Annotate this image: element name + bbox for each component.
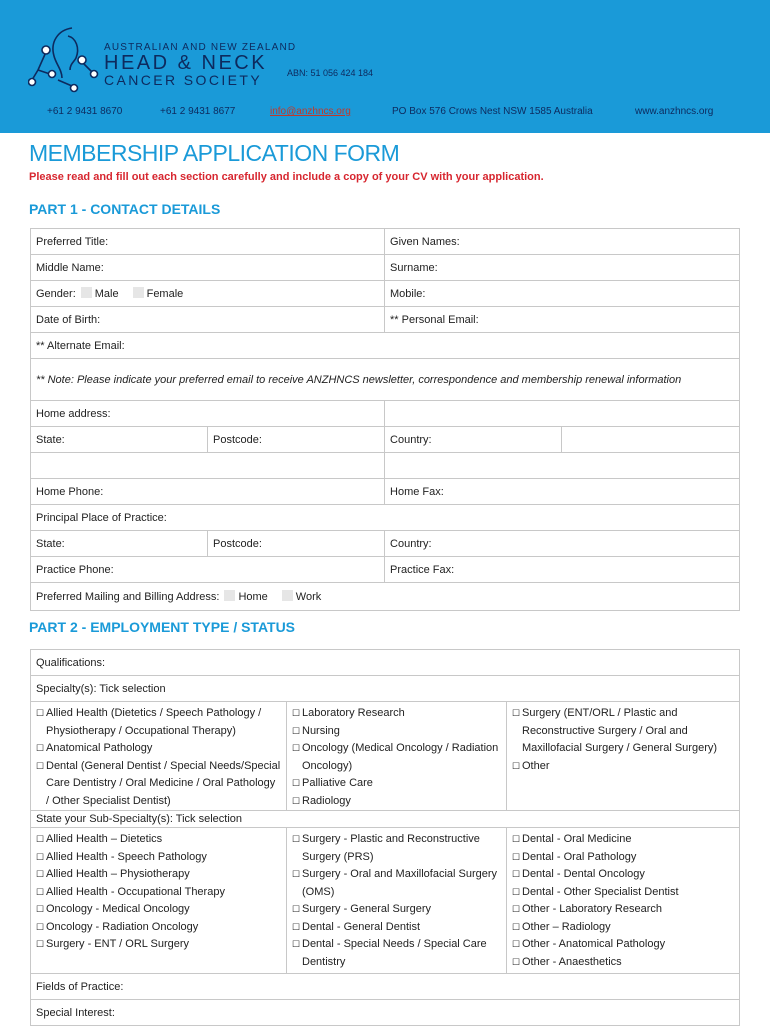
home-address-field[interactable]: Home address: xyxy=(31,401,385,427)
blank-cell[interactable] xyxy=(385,453,740,479)
checkbox-icon[interactable] xyxy=(292,705,302,723)
checkbox-icon[interactable] xyxy=(292,775,302,793)
checkbox-icon[interactable] xyxy=(292,793,302,811)
checkbox-icon[interactable] xyxy=(512,758,522,776)
subspecialty-option[interactable]: ☐ Dental - General Dentist xyxy=(292,919,501,937)
subspecialty-option[interactable]: ☐ Allied Health - Occupational Therapy xyxy=(36,884,281,902)
home-fax-field[interactable]: Home Fax: xyxy=(385,479,740,505)
header-banner xyxy=(0,0,770,133)
subspecialty-option[interactable]: ☐ Dental - Oral Pathology xyxy=(512,849,734,867)
checkbox-icon[interactable] xyxy=(292,901,302,919)
specialty-option[interactable]: ☐ Oncology (Medical Oncology / Radiation Oncology) xyxy=(292,740,501,775)
checkbox-icon[interactable] xyxy=(512,866,522,884)
specialty-option[interactable]: ☐ Laboratory Research xyxy=(292,705,501,723)
specialty-heading: Specialty(s): Tick selection xyxy=(31,676,740,702)
subspecialty-option[interactable]: ☐ Oncology - Medical Oncology xyxy=(36,901,281,919)
abn: ABN: 51 056 424 184 xyxy=(287,68,374,78)
subspecialty-option[interactable]: ☐ Surgery - Plastic and Reconstructive Surgery (PRS) xyxy=(292,831,501,866)
home-phone-field[interactable]: Home Phone: xyxy=(31,479,385,505)
subspecialty-option[interactable]: ☐ Dental - Special Needs / Special Care Dentistry xyxy=(292,936,501,971)
specialty-option[interactable]: ☐ Other xyxy=(512,758,734,776)
society-logo-icon xyxy=(28,22,108,94)
female-checkbox[interactable] xyxy=(133,287,144,298)
checkbox-icon[interactable] xyxy=(292,936,302,971)
personal-email-field[interactable]: ** Personal Email: xyxy=(385,307,740,333)
practice-state-field[interactable]: State: xyxy=(31,531,208,557)
subspecialty-option[interactable]: ☐ Dental - Dental Oncology xyxy=(512,866,734,884)
specialty-col3 xyxy=(507,702,740,811)
checkbox-icon[interactable] xyxy=(36,936,46,954)
subspecialty-col3 xyxy=(507,828,740,974)
practice-postcode-field[interactable]: Postcode: xyxy=(208,531,385,557)
checkbox-icon[interactable] xyxy=(36,740,46,758)
subspecialty-col1 xyxy=(31,828,287,974)
alternate-email-field[interactable]: ** Alternate Email: xyxy=(31,333,740,359)
gender-label: Gender: xyxy=(36,288,76,300)
checkbox-icon[interactable] xyxy=(36,831,46,849)
part1-heading: PART 1 - CONTACT DETAILS xyxy=(29,201,221,217)
subspecialty-option[interactable]: ☐ Surgery - ENT / ORL Surgery xyxy=(36,936,281,954)
subspecialty-option[interactable]: ☐ Dental - Oral Medicine xyxy=(512,831,734,849)
surname-field[interactable]: Surname: xyxy=(385,255,740,281)
email-note: ** Note: Please indicate your preferred email to receive ANZHNCS newsletter, correspondence and membership renewal information xyxy=(31,359,740,401)
specialty-option[interactable]: ☐ Dental (General Dentist / Special Needs/Special Care Dentistry / Oral Medicine / Oral Pathology / Other Specialist Dentist) xyxy=(36,758,281,811)
email-link[interactable]: info@anzhncs.org xyxy=(270,106,351,117)
mailing-label: Preferred Mailing and Billing Address: xyxy=(36,591,220,603)
subspecialty-option[interactable]: ☐ Allied Health – Physiotherapy xyxy=(36,866,281,884)
fields-of-practice-field[interactable]: Fields of Practice: xyxy=(31,974,740,1000)
checkbox-icon[interactable] xyxy=(512,901,522,919)
specialty-col1 xyxy=(31,702,287,811)
specialty-option[interactable]: ☐ Allied Health (Dietetics / Speech Pathology / Physiotherapy / Occupational Therapy) xyxy=(36,705,281,740)
qualifications-field[interactable]: Qualifications: xyxy=(31,650,740,676)
checkbox-icon[interactable] xyxy=(292,919,302,937)
checkbox-icon[interactable] xyxy=(512,884,522,902)
contact-details-table xyxy=(30,228,740,611)
practice-country-field[interactable]: Country: xyxy=(385,531,740,557)
home-label: Home xyxy=(238,591,268,603)
subspecialty-col2 xyxy=(287,828,507,974)
specialty-option[interactable]: ☐ Surgery (ENT/ORL / Plastic and Reconstructive Surgery / Oral and Maxillofacial Surgery / General Surgery) xyxy=(512,705,734,758)
dob-field[interactable]: Date of Birth: xyxy=(31,307,385,333)
specialty-option[interactable]: ☐ Anatomical Pathology xyxy=(36,740,281,758)
special-interest-field[interactable]: Special Interest: xyxy=(31,1000,740,1026)
checkbox-icon[interactable] xyxy=(512,919,522,937)
work-label: Work xyxy=(295,591,322,603)
checkbox-icon[interactable] xyxy=(512,954,522,972)
checkbox-icon[interactable] xyxy=(292,831,302,866)
specialty-option[interactable]: ☐ Nursing xyxy=(292,723,501,741)
subspecialty-option[interactable]: ☐ Allied Health - Speech Pathology xyxy=(36,849,281,867)
checkbox-icon[interactable] xyxy=(292,866,302,901)
subspecialty-option[interactable]: ☐ Surgery - General Surgery xyxy=(292,901,501,919)
checkbox-icon[interactable] xyxy=(512,849,522,867)
mailing-address-field xyxy=(31,583,740,611)
specialty-option[interactable]: ☐ Radiology xyxy=(292,793,501,811)
org-name-line1: AUSTRALIAN AND NEW ZEALAND xyxy=(104,42,297,53)
checkbox-icon[interactable] xyxy=(36,919,46,937)
subspecialty-option[interactable]: ☐ Other - Anaesthetics xyxy=(512,954,734,972)
country-cell[interactable] xyxy=(562,427,740,453)
postcode-field[interactable]: Postcode: xyxy=(208,427,385,453)
male-checkbox[interactable] xyxy=(81,287,92,298)
postal-address: PO Box 576 Crows Nest NSW 1585 Australia xyxy=(392,106,593,117)
org-name-line2: HEAD & NECK xyxy=(104,52,268,74)
gender-field xyxy=(31,281,385,307)
subspecialty-option[interactable]: ☐ Dental - Other Specialist Dentist xyxy=(512,884,734,902)
checkbox-icon[interactable] xyxy=(512,831,522,849)
blank-cell[interactable] xyxy=(31,453,385,479)
part2-heading: PART 2 - EMPLOYMENT TYPE / STATUS xyxy=(29,619,296,635)
home-checkbox[interactable] xyxy=(224,590,235,601)
practice-phone-field[interactable]: Practice Phone: xyxy=(31,557,385,583)
subspecialty-option[interactable]: ☐ Other - Laboratory Research xyxy=(512,901,734,919)
specialty-option[interactable]: ☐ Palliative Care xyxy=(292,775,501,793)
subspecialty-option[interactable]: ☐ Oncology - Radiation Oncology xyxy=(36,919,281,937)
preferred-title-field[interactable]: Preferred Title: xyxy=(31,229,385,255)
subspecialty-option[interactable]: ☐ Allied Health – Dietetics xyxy=(36,831,281,849)
state-field[interactable]: State: xyxy=(31,427,208,453)
checkbox-icon[interactable] xyxy=(36,758,46,811)
checkbox-icon[interactable] xyxy=(36,866,46,884)
subspecialty-heading: State your Sub-Specialty(s): Tick selection xyxy=(31,811,740,828)
checkbox-icon[interactable] xyxy=(512,705,522,758)
specialty-col2 xyxy=(287,702,507,811)
female-label: Female xyxy=(146,288,184,300)
intro-text: Please read and fill out each section carefully and include a copy of your CV with your application. xyxy=(29,171,544,183)
subspecialty-option[interactable]: ☐ Other - Anatomical Pathology xyxy=(512,936,734,954)
principal-practice-field[interactable]: Principal Place of Practice: xyxy=(31,505,740,531)
checkbox-icon[interactable] xyxy=(36,901,46,919)
website: www.anzhncs.org xyxy=(635,106,714,117)
page-title: MEMBERSHIP APPLICATION FORM xyxy=(29,140,400,166)
subspecialty-option[interactable]: ☐ Other – Radiology xyxy=(512,919,734,937)
checkbox-icon[interactable] xyxy=(512,936,522,954)
home-address-cell[interactable] xyxy=(385,401,740,427)
org-name-line3: CANCER SOCIETY xyxy=(104,72,263,88)
checkbox-icon[interactable] xyxy=(292,740,302,775)
checkbox-icon[interactable] xyxy=(36,884,46,902)
given-names-field[interactable]: Given Names: xyxy=(385,229,740,255)
checkbox-icon[interactable] xyxy=(36,849,46,867)
work-checkbox[interactable] xyxy=(282,590,293,601)
phone: +61 2 9431 8670 xyxy=(47,106,123,117)
checkbox-icon[interactable] xyxy=(292,723,302,741)
male-label: Male xyxy=(94,288,119,300)
fax: +61 2 9431 8677 xyxy=(160,106,236,117)
practice-fax-field[interactable]: Practice Fax: xyxy=(385,557,740,583)
checkbox-icon[interactable] xyxy=(36,705,46,740)
middle-name-field[interactable]: Middle Name: xyxy=(31,255,385,281)
mobile-field[interactable]: Mobile: xyxy=(385,281,740,307)
employment-table xyxy=(30,649,740,1026)
subspecialty-option[interactable]: ☐ Surgery - Oral and Maxillofacial Surgery (OMS) xyxy=(292,866,501,901)
country-field[interactable]: Country: xyxy=(385,427,562,453)
